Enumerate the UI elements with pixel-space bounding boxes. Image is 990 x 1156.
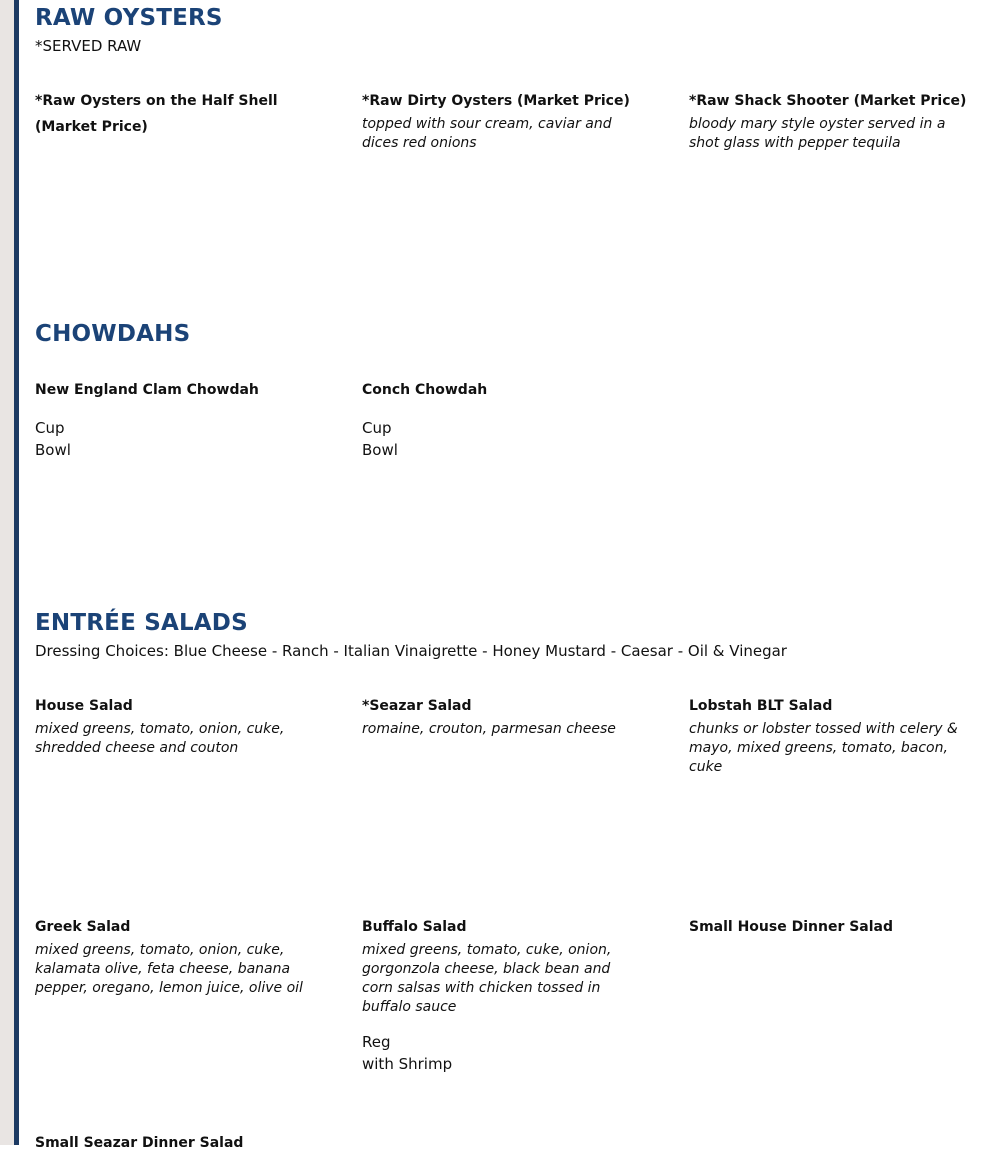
item-name: New England Clam Chowdah <box>35 382 259 398</box>
item-name: Greek Salad <box>35 919 131 935</box>
item-name: Conch Chowdah <box>362 382 488 398</box>
page-left-gutter <box>0 0 14 1145</box>
menu-item <box>362 377 652 461</box>
item-name: *Raw Oysters on the Half Shell (Market Price) <box>35 93 278 135</box>
item-name: House Salad <box>35 698 133 714</box>
menu-item <box>362 693 652 739</box>
item-name: Buffalo Salad <box>362 919 467 935</box>
item-name: *Raw Shack Shooter (Market Price) <box>689 93 967 109</box>
item-name: *Seazar Salad <box>362 698 472 714</box>
page-left-rule <box>14 0 19 1145</box>
size-option: Bowl <box>362 441 398 459</box>
section-title-entree-salads: ENTRÉE SALADS <box>35 610 248 636</box>
menu-item <box>35 693 325 758</box>
menu-item <box>35 377 325 461</box>
item-description: mixed greens, tomato, onion, cuke, kalamata olive, feta cheese, banana pepper, oregano, lemon juice, olive oil <box>35 942 303 996</box>
item-description: mixed greens, tomato, onion, cuke, shredded cheese and couton <box>35 721 285 756</box>
menu-item <box>689 693 979 777</box>
item-description: mixed greens, tomato, cuke, onion, gorgonzola cheese, black bean and corn salsas with chicken tossed in buffalo sauce <box>362 942 612 1015</box>
menu-item <box>35 914 325 998</box>
size-option: Bowl <box>35 441 71 459</box>
item-name: *Raw Dirty Oysters (Market Price) <box>362 93 630 109</box>
item-description: chunks or lobster tossed with celery & mayo, mixed greens, tomato, bacon, cuke <box>689 721 958 775</box>
size-option: Cup <box>35 419 65 437</box>
item-name: Small House Dinner Salad <box>689 919 894 935</box>
item-description: romaine, crouton, parmesan cheese <box>362 721 616 737</box>
dressing-choices: Dressing Choices: Blue Cheese - Ranch - Italian Vinaigrette - Honey Mustard - Caesar - Oil & Vinegar <box>35 642 787 660</box>
section-title-raw-oysters: RAW OYSTERS <box>35 5 223 31</box>
menu-item <box>362 914 652 1075</box>
size-option: with Shrimp <box>362 1055 453 1073</box>
item-description: topped with sour cream, caviar and dices red onions <box>362 116 612 151</box>
menu-item <box>35 1130 325 1156</box>
section-title-chowdahs: CHOWDAHS <box>35 321 191 347</box>
menu-item <box>362 88 652 153</box>
menu-item <box>689 914 979 940</box>
size-options <box>362 1031 652 1075</box>
size-options <box>35 417 325 461</box>
size-options <box>362 417 652 461</box>
served-raw-note: *SERVED RAW <box>35 37 142 55</box>
menu-item <box>689 88 979 153</box>
menu-item <box>35 88 325 140</box>
item-name: Small Seazar Dinner Salad <box>35 1135 244 1151</box>
size-option: Cup <box>362 419 392 437</box>
item-name: Lobstah BLT Salad <box>689 698 833 714</box>
size-option: Reg <box>362 1033 391 1051</box>
item-description: bloody mary style oyster served in a shot glass with pepper tequila <box>689 116 946 151</box>
